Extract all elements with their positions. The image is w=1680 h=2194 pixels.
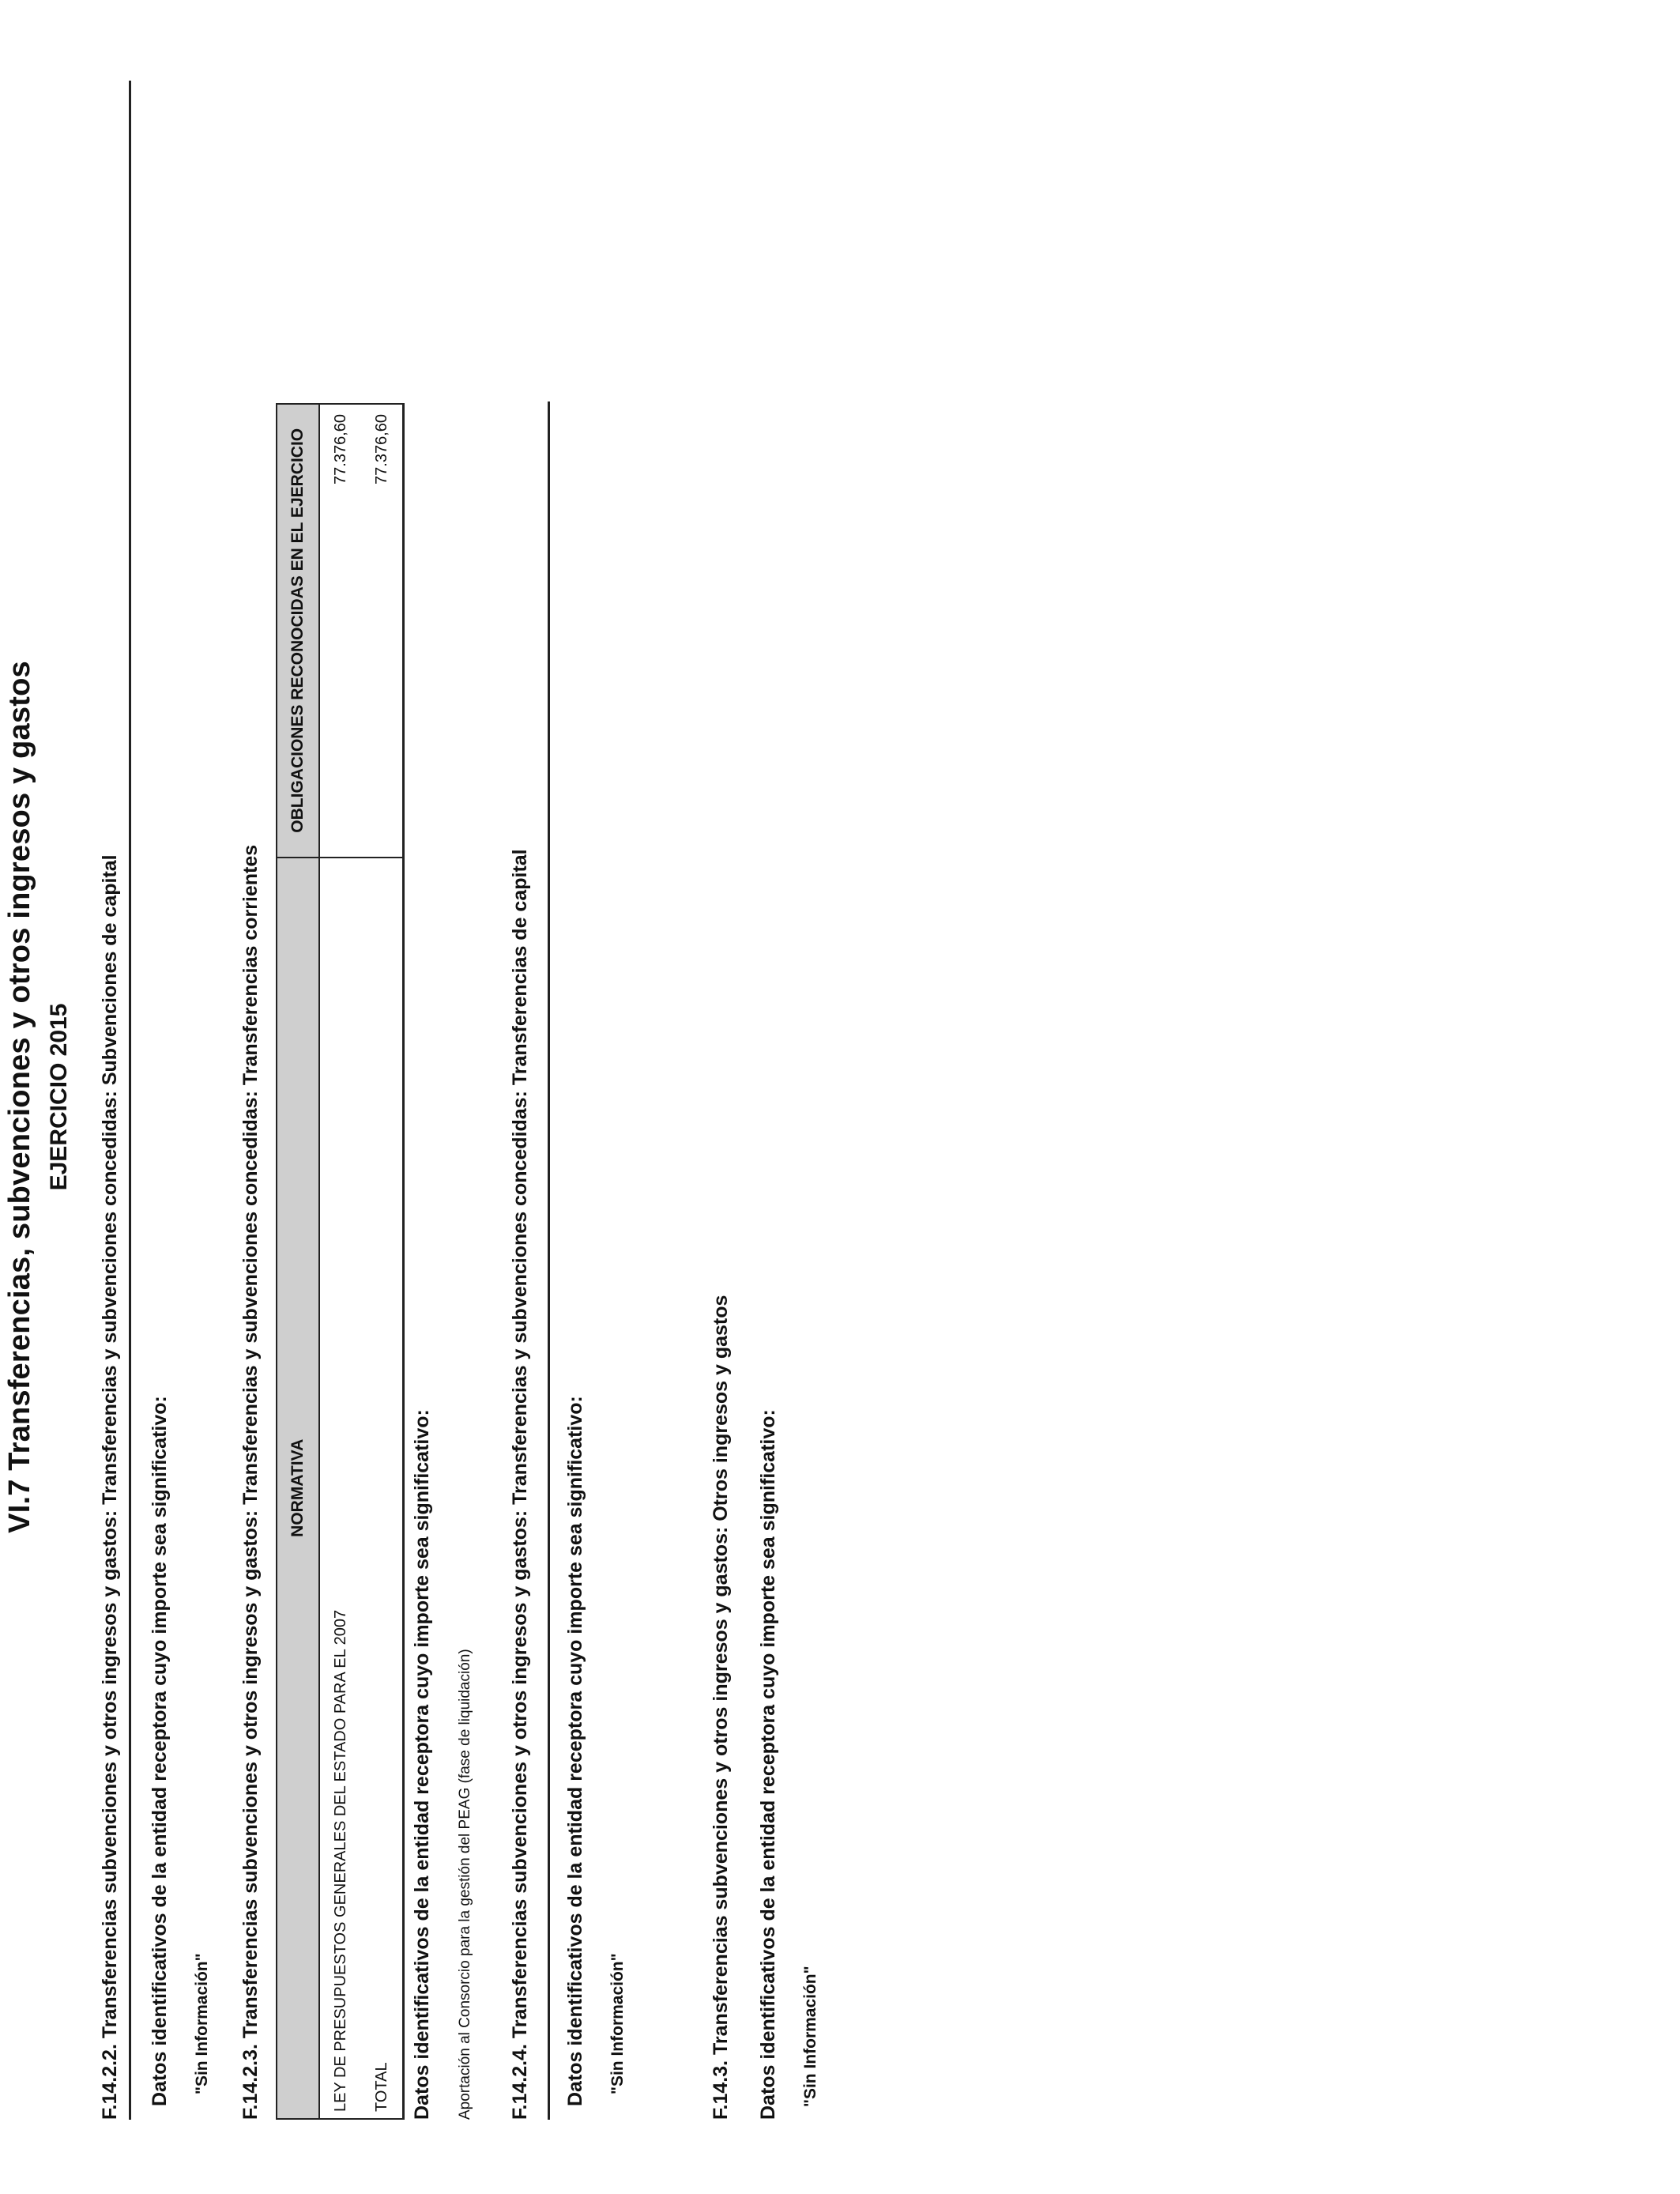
total-amount-cell: 77.376,60 xyxy=(361,404,404,858)
row-amount-cell: 77.376,60 xyxy=(319,404,361,858)
receptor-detail-f1423: Aportación al Consorcio para la gestión del PEAG (fase de liquidación) xyxy=(457,1649,473,2120)
section-heading-f1422: F.14.2.2. Transferencias subvenciones y otros ingresos y gastos: Transferencias y subvenciones concedidas: Subvenciones de capital xyxy=(99,854,121,2120)
total-label-cell: TOTAL xyxy=(361,858,404,2119)
no-info-note-f1424: "Sin Información" xyxy=(608,1953,627,2094)
table-row xyxy=(319,404,361,2119)
section-heading-f143: F.14.3. Transferencias subvenciones y otros ingresos y gastos: Otros ingresos y gastos xyxy=(710,1295,732,2120)
receptor-label-f1423: Datos identificativos de la entidad receptora cuyo importe sea significativo: xyxy=(411,1409,433,2120)
receptor-label-f1422: Datos identificativos de la entidad receptora cuyo importe sea significativo: xyxy=(149,1396,171,2106)
page-subtitle: EJERCICIO 2015 xyxy=(46,1003,72,1191)
section-heading-f1424: F.14.2.4. Transferencias subvenciones y otros ingresos y gastos: Transferencias y subvenciones concedidas: Transferencias de capital xyxy=(509,849,531,2120)
header-obligaciones: OBLIGACIONES RECONOCIDAS EN EL EJERCICIO xyxy=(277,404,319,858)
receptor-label-f1424: Datos identificativos de la entidad receptora cuyo importe sea significativo: xyxy=(564,1396,586,2106)
table-header-row xyxy=(277,404,319,2119)
section-divider-f1424 xyxy=(548,401,550,2120)
header-normativa: NORMATIVA xyxy=(277,858,319,2119)
page-title: VI.7 Transferencias, subvenciones y otros ingresos y gastos xyxy=(3,661,36,1533)
transferencias-corrientes-table xyxy=(276,403,405,2120)
section-divider-f1422 xyxy=(129,81,131,2120)
no-info-note-f1422: "Sin Información" xyxy=(193,1953,211,2094)
table-total-row xyxy=(361,404,404,2119)
section-heading-f1423: F.14.2.3. Transferencias subvenciones y otros ingresos y gastos: Transferencias y subvenciones concedidas: Transferencias corrientes xyxy=(239,844,262,2120)
row-normativa-cell: LEY DE PRESUPUESTOS GENERALES DEL ESTADO PARA EL 2007 xyxy=(319,858,361,2119)
receptor-label-f143: Datos identificativos de la entidad receptora cuyo importe sea significativo: xyxy=(757,1409,779,2120)
no-info-note-f143: "Sin Información" xyxy=(801,1966,819,2107)
